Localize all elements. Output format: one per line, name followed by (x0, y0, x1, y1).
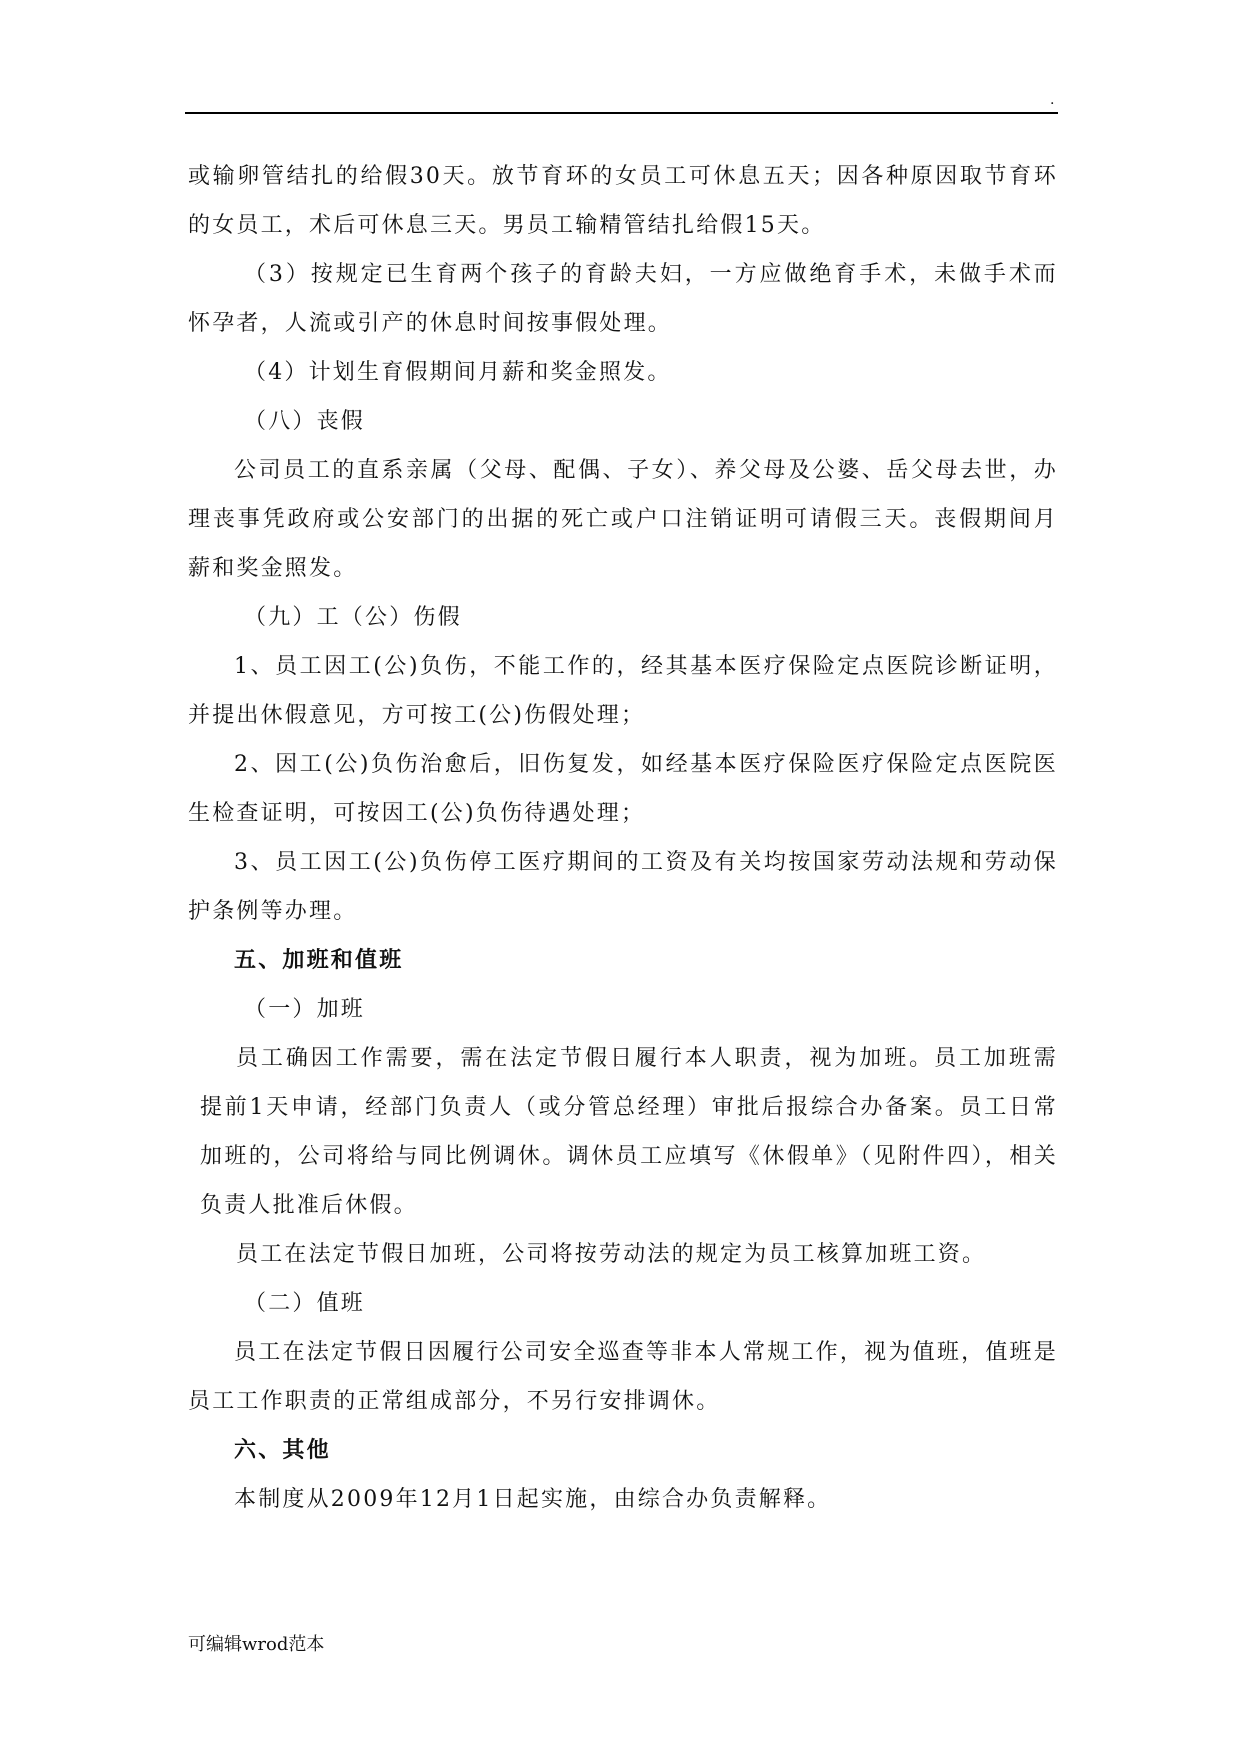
paragraph: （八）丧假 (244, 409, 366, 434)
paragraph: 或输卵管结扎的给假30天。放节育环的女员工可休息五天；因各种原因取节育环的女员工，术后可休息三天。男员工输精管结扎给假15天。 (188, 164, 1058, 238)
footer-text: 可编辑wrod范本 (188, 1634, 325, 1655)
document-body (188, 152, 1058, 1524)
paragraph: 1、员工因工(公)负伤，不能工作的，经其基本医疗保险定点医院诊断证明，并提出休假意见，方可按工(公)伤假处理； (188, 654, 1058, 728)
paragraph: （九）工（公）伤假 (244, 605, 462, 630)
paragraph: 3、员工因工(公)负伤停工医疗期间的工资及有关均按国家劳动法规和劳动保护条例等办理。 (188, 850, 1058, 924)
paragraph: 员工确因工作需要，需在法定节假日履行本人职责，视为加班。员工加班需提前1天申请，经部门负责人（或分管总经理）审批后报综合办备案。员工日常加班的，公司将给与同比例调休。调休员工应填写《休假单》（见附件四），相关负责人批准后休假。 (200, 1046, 1058, 1218)
paragraph: 员工在法定节假日因履行公司安全巡查等非本人常规工作，视为值班，值班是员工工作职责的正常组成部分，不另行安排调休。 (188, 1340, 1058, 1414)
paragraph: （3）按规定已生育两个孩子的育龄夫妇，一方应做绝育手术，未做手术而怀孕者，人流或引产的休息时间按事假处理。 (188, 262, 1058, 336)
header-rule (185, 112, 1058, 114)
section-heading: 六、其他 (234, 1438, 331, 1463)
paragraph: 员工在法定节假日加班，公司将按劳动法的规定为员工核算加班工资。 (236, 1242, 987, 1267)
header-mark: . (1050, 92, 1055, 108)
paragraph: 2、因工(公)负伤治愈后，旧伤复发，如经基本医疗保险医疗保险定点医院医生检查证明，可按因工(公)负伤待遇处理； (188, 752, 1058, 826)
paragraph: 本制度从2009年12月1日起实施，由综合办负责解释。 (234, 1487, 832, 1512)
paragraph: 公司员工的直系亲属（父母、配偶、子女）、养父母及公婆、岳父母去世，办理丧事凭政府或公安部门的出据的死亡或户口注销证明可请假三天。丧假期间月薪和奖金照发。 (188, 458, 1058, 581)
paragraph: （4）计划生育假期间月薪和奖金照发。 (244, 360, 672, 385)
paragraph: （一）加班 (244, 997, 366, 1022)
paragraph: （二）值班 (244, 1291, 366, 1316)
section-heading: 五、加班和值班 (234, 948, 404, 973)
